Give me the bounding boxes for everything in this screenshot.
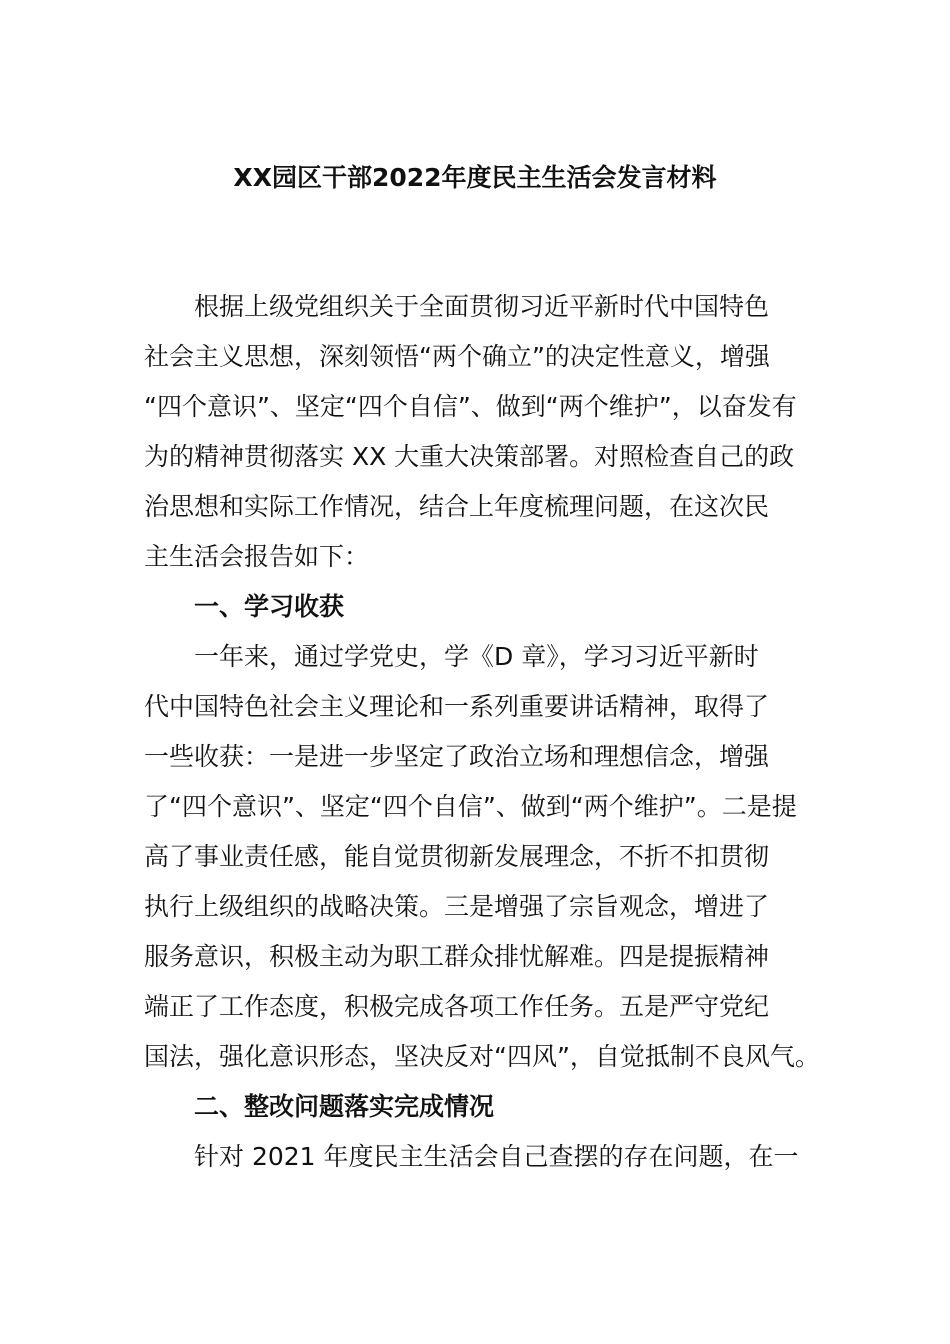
section-heading-study-gains: 一、学习收获 <box>194 592 345 621</box>
paragraph-line: 一些收获：一是进一步坚定了政治立场和理想信念，增强 <box>144 742 770 771</box>
paragraph-line: 主生活会报告如下： <box>144 542 370 571</box>
paragraph-line: 国法，强化意识形态，坚决反对“四风”，自觉抵制不良风气。 <box>144 1042 820 1071</box>
document-title: XX园区干部2022年度民主生活会发言材料 <box>233 163 717 192</box>
paragraph-line: 端正了工作态度，积极完成各项工作任务。五是严守党纪 <box>144 992 770 1021</box>
paragraph-line: 根据上级党组织关于全面贯彻习近平新时代中国特色 <box>194 292 770 321</box>
paragraph-line: “四个意识”、坚定“四个自信”、做到“两个维护”，以奋发有 <box>144 392 797 421</box>
paragraph-line: 了“四个意识”、坚定“四个自信”、做到“两个维护”。二是提 <box>144 792 797 821</box>
paragraph-line: 代中国特色社会主义理论和一系列重要讲话精神，取得了 <box>144 692 770 721</box>
document-body <box>144 282 824 1182</box>
paragraph-line: 服务意识，积极主动为职工群众排忧解难。四是提振精神 <box>144 942 770 971</box>
paragraph-line: 高了事业责任感，能自觉贯彻新发展理念，不折不扣贯彻 <box>144 842 770 871</box>
section-heading-rectification: 二、整改问题落实完成情况 <box>194 1092 495 1121</box>
paragraph-line: 社会主义思想，深刻领悟“两个确立”的决定性意义，增强 <box>144 342 770 371</box>
paragraph-line: 执行上级组织的战略决策。三是增强了宗旨观念，增进了 <box>144 892 770 921</box>
paragraph-line: 针对 2021 年度民主生活会自己查摆的存在问题，在一 <box>194 1142 799 1171</box>
paragraph-line: 治思想和实际工作情况，结合上年度梳理问题，在这次民 <box>144 492 770 521</box>
paragraph-line: 一年来，通过学党史，学《D 章》，学习习近平新时 <box>194 642 759 671</box>
paragraph-line: 为的精神贯彻落实 XX 大重大决策部署。对照检查自己的政 <box>144 442 795 471</box>
